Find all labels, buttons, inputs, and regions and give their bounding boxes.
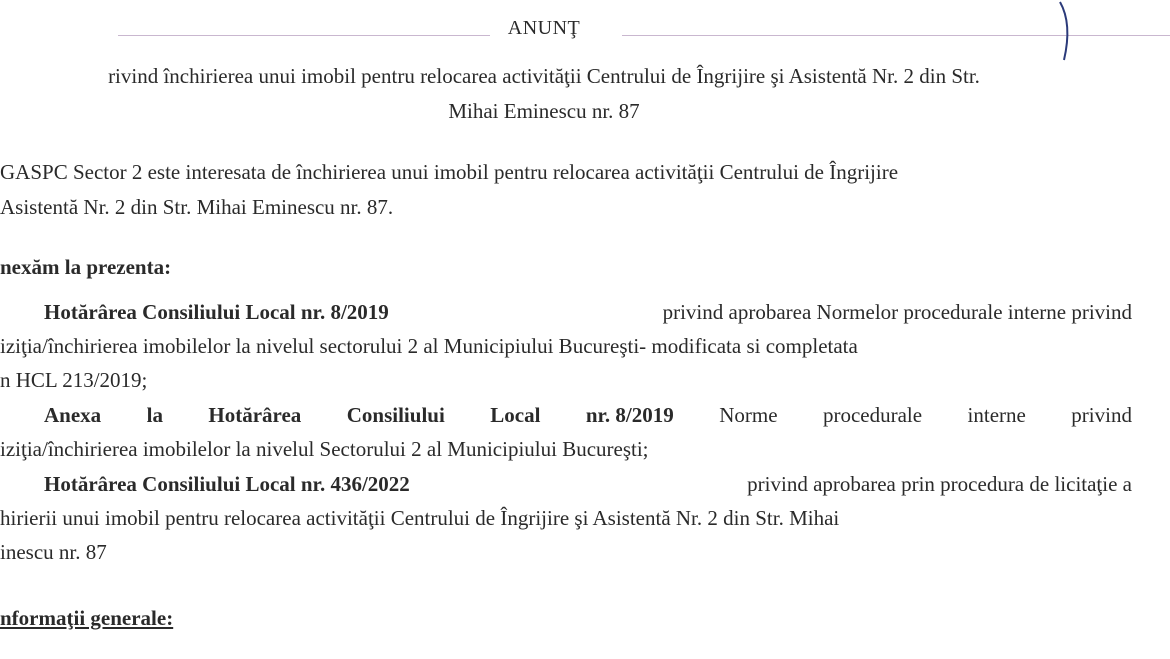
item3-line2: hirierii unui imobil pentru relocarea activităţii Centrului de Îngrijire şi Asistentă Nr. 2 din Str. Mihai [0, 506, 840, 530]
item2-line1: Anexa la Hotărârea Consiliului Local nr. 8/2019 Norme procedurale interne privind [44, 403, 1132, 427]
document-title: ANUNŢ [507, 17, 581, 39]
item1-rest: privind aprobarea Normelor procedurale interne privind [662, 300, 1132, 324]
item2-line2: iziţia/închirierea imobilelor la nivelul Sectorului 2 al Municipiului Bucureşti; [0, 437, 649, 461]
annex-heading: nexăm la prezenta: [0, 255, 172, 279]
general-info-heading: nformaţii generale: [0, 606, 174, 630]
item3-line1 [44, 472, 1132, 497]
item3-rest: privind aprobarea prin procedura de licitaţie a [747, 472, 1132, 496]
item1-line3: n HCL 213/2019; [0, 368, 148, 392]
item3-bold: Hotărârea Consiliului Local nr. 436/2022 [44, 472, 410, 496]
item1-line1 [44, 300, 1132, 325]
item1-line2: iziţia/închirierea imobilelor la nivelul sectorului 2 al Municipiului Bucureşti- modificata si completata [0, 334, 858, 358]
intro-line-1: GASPC Sector 2 este interesata de închirierea unui imobil pentru relocarea activităţii Centrului de Îngrijire [0, 160, 899, 184]
subject-line-2: Mihai Eminescu nr. 87 [448, 99, 640, 123]
item1-bold: Hotărârea Consiliului Local nr. 8/2019 [44, 300, 389, 324]
subject-line-1: rivind închirierea unui imobil pentru relocarea activităţii Centrului de Îngrijire şi Asistentă Nr. 2 din Str. [108, 64, 980, 88]
intro-line-2: Asistentă Nr. 2 din Str. Mihai Eminescu nr. 87. [0, 195, 394, 219]
item3-line3: inescu nr. 87 [0, 540, 107, 564]
